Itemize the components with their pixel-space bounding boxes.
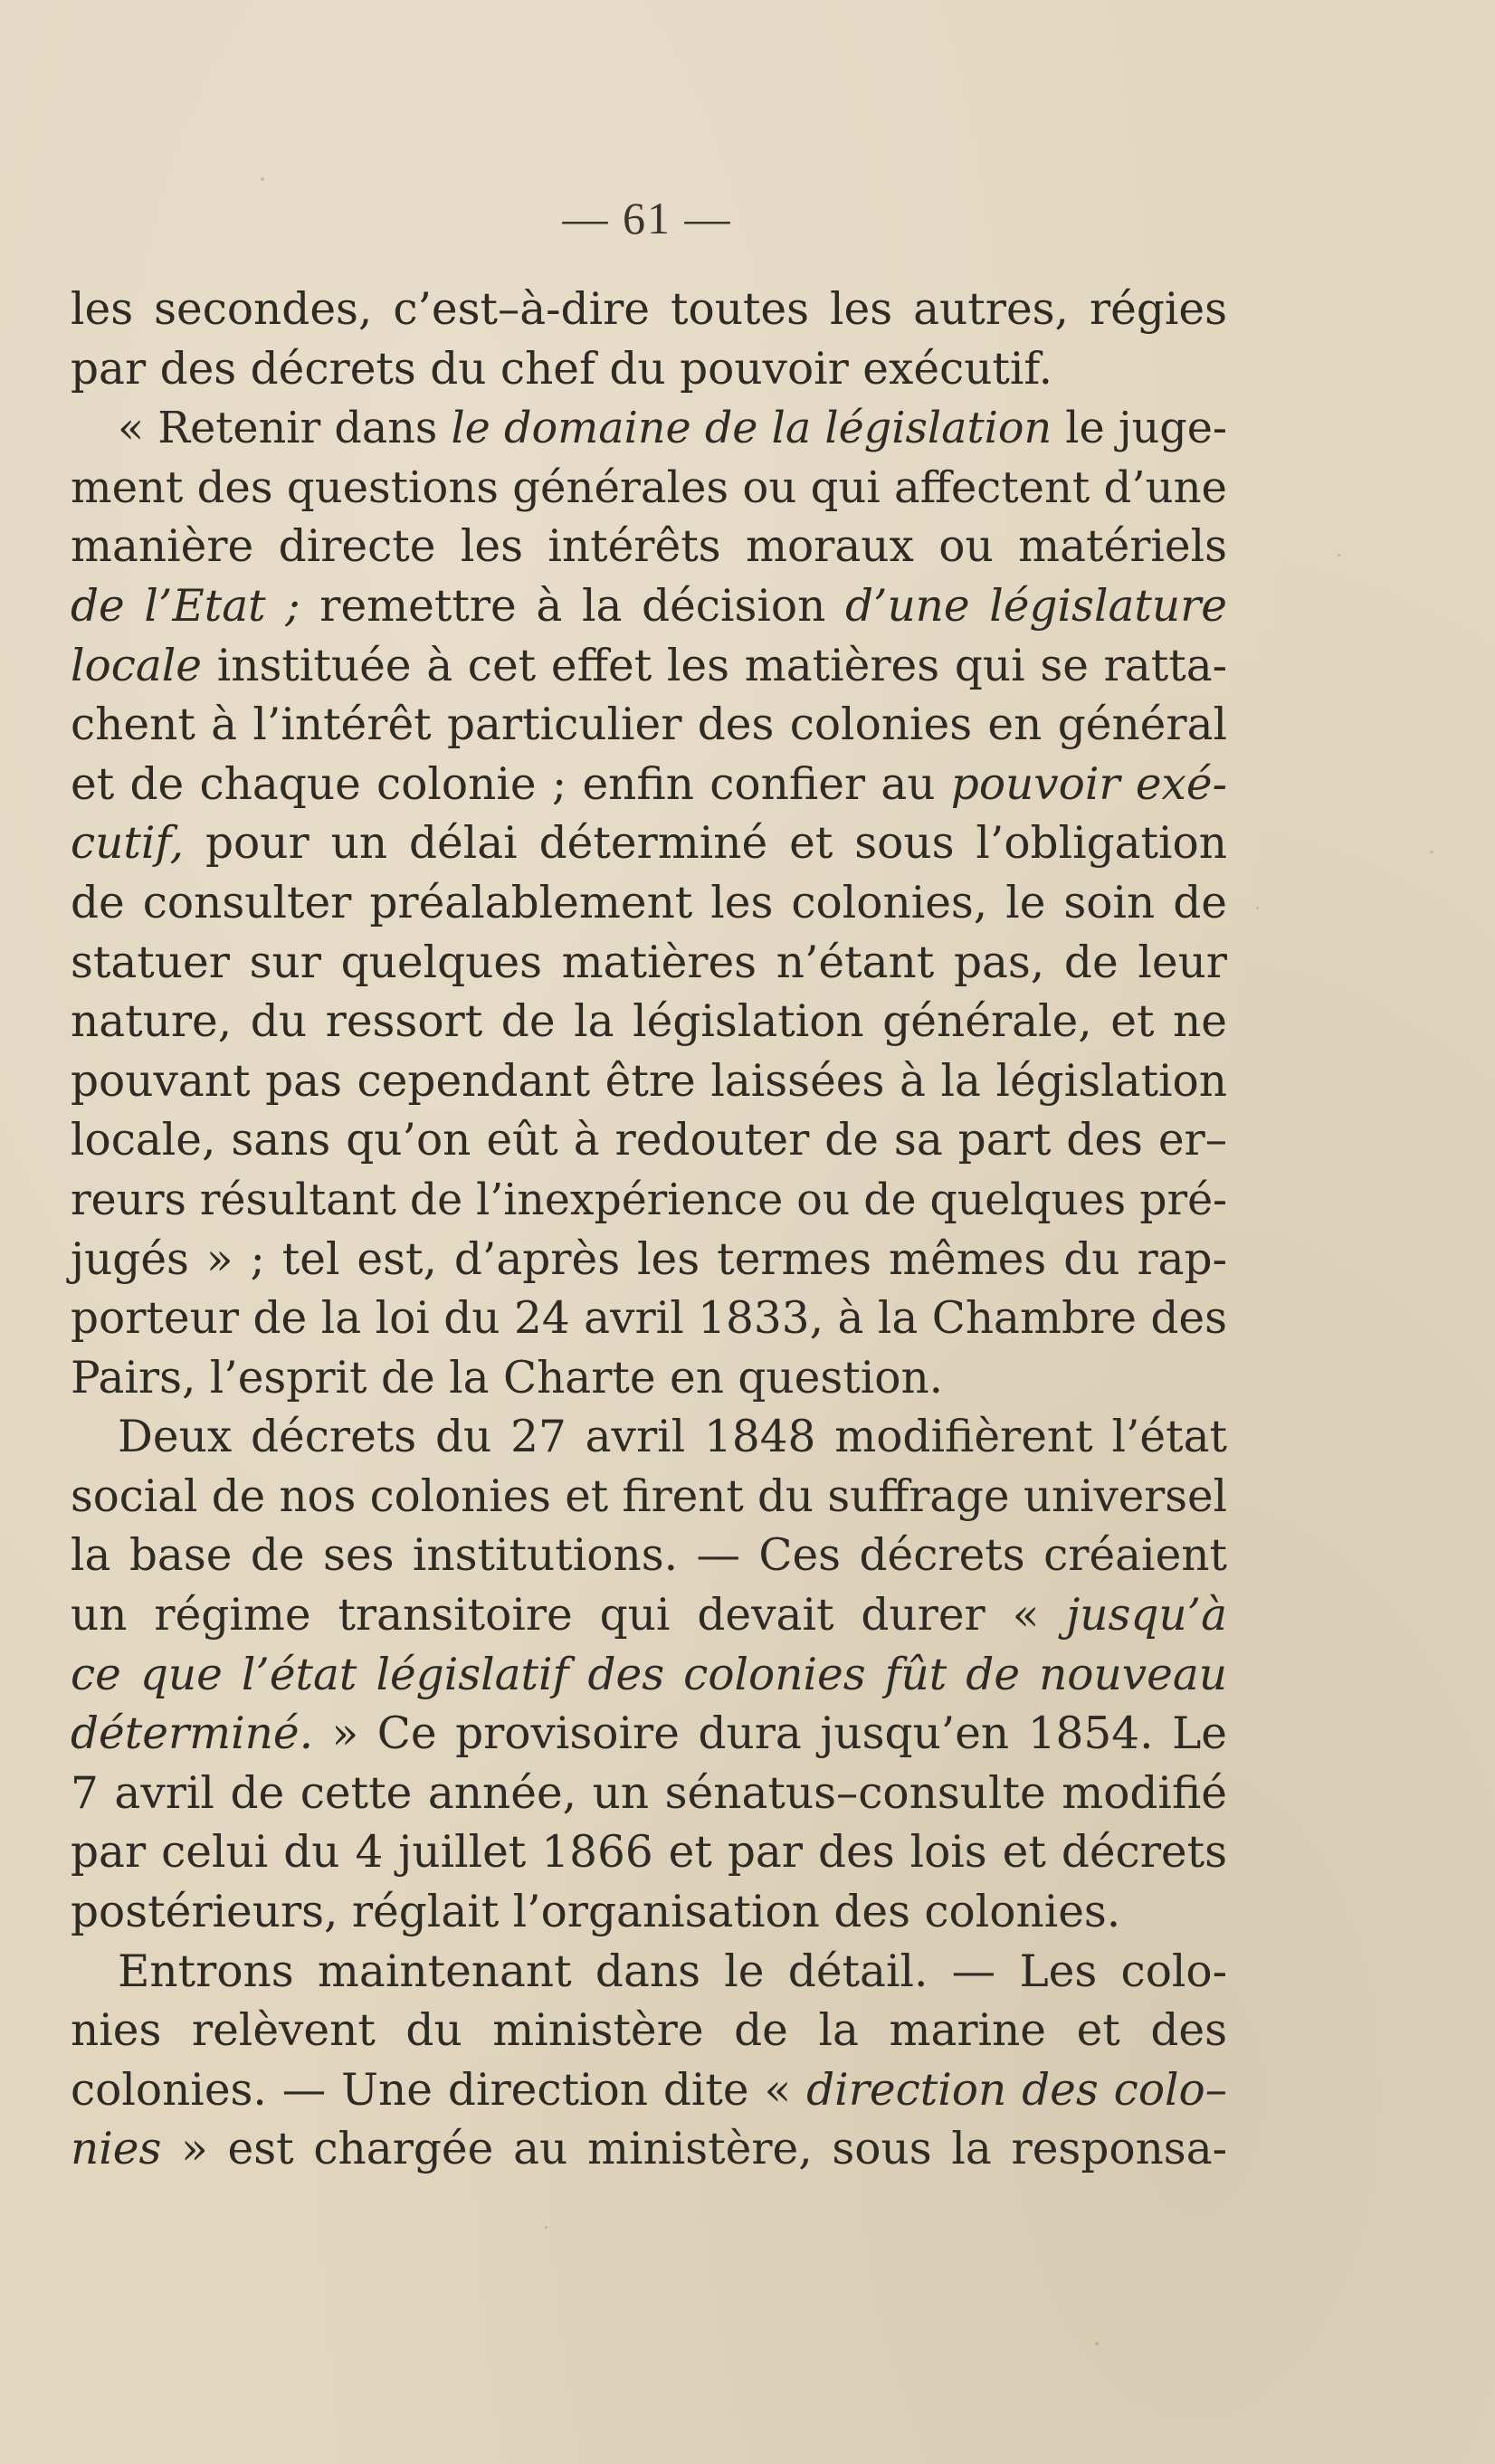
paper-speck bbox=[1256, 907, 1259, 909]
text-line bbox=[71, 1823, 1227, 1883]
text-line bbox=[71, 281, 1227, 340]
paper-speck bbox=[1095, 2342, 1099, 2345]
text-line bbox=[71, 1586, 1227, 1646]
text-span: la base de ses institutions. — Ces décrets créaient bbox=[71, 1530, 1227, 1582]
text-line bbox=[71, 637, 1227, 697]
text-line bbox=[71, 340, 1227, 400]
text-line bbox=[71, 2120, 1227, 2180]
text-line bbox=[71, 518, 1227, 577]
text-span: manière directe les intérêts moraux ou matériels bbox=[71, 521, 1227, 573]
italic-text: pouvoir exé- bbox=[950, 758, 1227, 810]
body-text bbox=[71, 281, 1227, 2180]
text-span: » Ce provisoire dura jusqu’en 1854. Le bbox=[312, 1708, 1227, 1760]
paper-speck bbox=[261, 177, 264, 181]
text-line bbox=[71, 1349, 1227, 1409]
text-line bbox=[71, 1052, 1227, 1112]
text-span: par celui du 4 juillet 1866 et par des lois et décrets bbox=[71, 1827, 1227, 1879]
paper-speck bbox=[1338, 554, 1340, 557]
page-number: — 61 — bbox=[562, 193, 732, 243]
text-line bbox=[71, 1468, 1227, 1527]
italic-text: jusqu’à bbox=[1066, 1590, 1227, 1641]
text-line bbox=[71, 1231, 1227, 1290]
text-span: remettre à la décision bbox=[300, 580, 845, 632]
text-span: les secondes, c’est–à-dire toutes les autres, régies bbox=[71, 284, 1227, 335]
text-span: 7 avril de cette année, un sénatus–consulte modifié bbox=[71, 1767, 1227, 1819]
italic-text: le domaine de la législation bbox=[451, 404, 1052, 454]
text-span: « Retenir dans bbox=[118, 404, 452, 454]
text-span: locale, sans qu’on eût à redouter de sa part des er– bbox=[71, 1115, 1227, 1166]
italic-text: cutif, bbox=[71, 818, 185, 870]
text-line bbox=[71, 1289, 1227, 1349]
text-line bbox=[71, 1765, 1227, 1824]
italic-text: locale bbox=[71, 640, 203, 691]
text-span: postérieurs, réglait l’organisation des colonies. bbox=[71, 1887, 1121, 1938]
text-span: et de chaque colonie ; enfin confier au bbox=[71, 758, 951, 810]
text-span: nature, du ressort de la législation générale, et ne bbox=[71, 996, 1227, 1048]
text-line bbox=[71, 1883, 1227, 1943]
text-line bbox=[71, 696, 1227, 756]
text-span: nies relèvent du ministère de la marine et des bbox=[71, 2005, 1227, 2057]
text-span: » est chargée au ministère, sous la responsa- bbox=[161, 2124, 1227, 2175]
text-line bbox=[71, 1705, 1227, 1765]
text-span: ment des questions générales ou qui affectent d’une bbox=[71, 461, 1227, 513]
text-line bbox=[71, 399, 1227, 459]
paper-speck bbox=[545, 2226, 548, 2229]
text-span: pour un délai déterminé et sous l’obligation bbox=[184, 818, 1227, 870]
paper-speck bbox=[1430, 851, 1433, 853]
text-span: pouvant pas cependant être laissées à la législation bbox=[71, 1055, 1227, 1107]
text-line bbox=[71, 1646, 1227, 1706]
italic-text: nies bbox=[71, 2124, 162, 2175]
text-line bbox=[71, 1111, 1227, 1171]
text-line bbox=[71, 756, 1227, 815]
text-span: Entrons maintenant dans le détail. — Les colo- bbox=[118, 1946, 1227, 1997]
text-span: statuer sur quelques matières n’étant pas, de leur bbox=[71, 937, 1227, 988]
text-line bbox=[71, 2061, 1227, 2121]
text-span: reurs résultant de l’inexpérience ou de quelques pré- bbox=[71, 1175, 1227, 1225]
text-span: un régime transitoire qui devait durer « bbox=[71, 1590, 1067, 1641]
italic-text: direction des colo– bbox=[806, 2064, 1227, 2116]
text-line bbox=[71, 1527, 1227, 1586]
text-span: le juge- bbox=[1052, 404, 1227, 454]
text-line bbox=[71, 1943, 1227, 2003]
text-span: de consulter préalablement les colonies, le soin de bbox=[71, 877, 1227, 928]
text-line bbox=[71, 934, 1227, 994]
italic-text: de l’Etat ; bbox=[71, 580, 300, 632]
text-span: jugés » ; tel est, d’après les termes mêmes du rap- bbox=[71, 1233, 1227, 1285]
italic-text: d’une législature bbox=[844, 580, 1227, 632]
text-span: instituée à cet effet les matières qui se ratta- bbox=[202, 640, 1227, 691]
text-span: chent à l’intérêt particulier des colonies en général bbox=[71, 699, 1227, 751]
text-line bbox=[71, 459, 1227, 518]
text-line bbox=[71, 1171, 1227, 1231]
text-span: porteur de la loi du 24 avril 1833, à la Chambre des bbox=[71, 1293, 1227, 1345]
text-span: social de nos colonies et firent du suffrage universel bbox=[71, 1470, 1227, 1522]
text-span: colonies. — Une direction dite « bbox=[71, 2064, 807, 2116]
italic-text: déterminé. bbox=[71, 1708, 313, 1760]
text-line bbox=[71, 2002, 1227, 2061]
text-line bbox=[71, 1408, 1227, 1468]
text-line bbox=[71, 577, 1227, 637]
text-span: Deux décrets du 27 avril 1848 modifièrent l’état bbox=[118, 1412, 1227, 1463]
text-line bbox=[71, 814, 1227, 874]
text-line bbox=[71, 993, 1227, 1052]
text-span: Pairs, l’esprit de la Charte en question. bbox=[71, 1352, 944, 1403]
italic-text: ce que l’état législatif des colonies fût de nouveau bbox=[71, 1649, 1227, 1700]
text-line bbox=[71, 874, 1227, 934]
text-span: par des décrets du chef du pouvoir exécutif. bbox=[71, 343, 1053, 395]
